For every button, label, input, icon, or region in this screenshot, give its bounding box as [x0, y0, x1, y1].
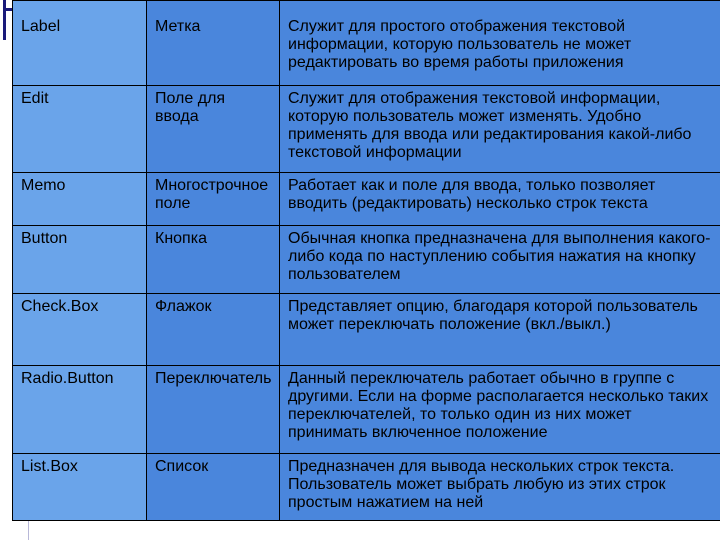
component-russian-name: Метка	[147, 1, 280, 86]
component-description: Представляет опцию, благодаря которой пользователь может переключать положение (вкл./выкл.)	[280, 294, 720, 366]
component-russian-name: Поле для ввода	[147, 86, 280, 173]
component-name: Radio.Button	[13, 366, 147, 454]
component-description: Работает как и поле для ввода, только позволяет вводить (редактировать) несколько строк текста	[280, 173, 720, 226]
table-row	[13, 294, 720, 366]
component-name: Edit	[13, 86, 147, 173]
component-description: Предназначен для вывода нескольких строк текста. Пользователь может выбрать любую из этих строк простым нажатием на ней	[280, 454, 720, 521]
component-russian-name: Переключатель	[147, 366, 280, 454]
table-row	[13, 86, 720, 173]
component-description: Обычная кнопка предназначена для выполнения какого-либо кода по наступлению события нажатия на кнопку пользователем	[280, 226, 720, 294]
component-description: Служит для отображения текстовой информации, которую пользователь может изменять. Удобно применять для ввода или редактирования какой-либо текстовой информации	[280, 86, 720, 173]
component-description: Данный переключатель работает обычно в группе с другими. Если на форме располагается несколько таких переключателей, то только один из них может принимать включенное положение	[280, 366, 720, 454]
component-russian-name: Кнопка	[147, 226, 280, 294]
components-table	[12, 0, 720, 521]
table-row	[13, 173, 720, 226]
table-row	[13, 366, 720, 454]
component-name: Button	[13, 226, 147, 294]
component-name: List.Box	[13, 454, 147, 521]
component-name: Check.Box	[13, 294, 147, 366]
slide-corner-decoration-vertical	[3, 0, 6, 40]
table-row	[13, 1, 720, 86]
component-name: Memo	[13, 173, 147, 226]
component-name: Label	[13, 1, 147, 86]
component-russian-name: Список	[147, 454, 280, 521]
table-row	[13, 226, 720, 294]
component-description: Служит для простого отображения текстовой информации, которую пользователь не может редактировать во время работы приложения	[280, 1, 720, 86]
component-russian-name: Флажок	[147, 294, 280, 366]
component-russian-name: Многострочное поле	[147, 173, 280, 226]
table-row	[13, 454, 720, 521]
